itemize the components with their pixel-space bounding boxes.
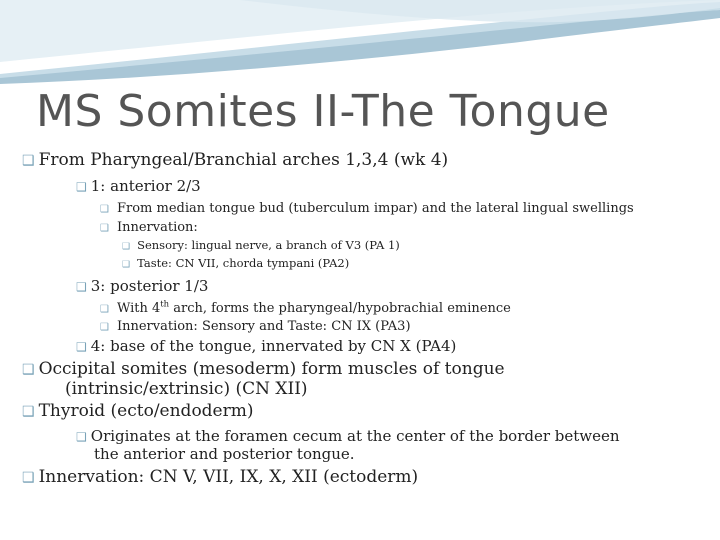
bullet-text: arch, forms the pharyngeal/hypobrachial eminence <box>169 301 511 316</box>
bullet-text: 3: posterior 1/3 <box>90 277 209 295</box>
bullet-marker-icon: ❑ <box>76 340 87 354</box>
bullet-text: From median tongue bud (tuberculum impar) and the lateral lingual swellings <box>116 201 634 216</box>
bullet-text: Thyroid (ecto/endoderm) <box>38 401 254 421</box>
bullet-line-level-1 <box>22 361 505 378</box>
bullet-text: Occipital somites (mesoderm) form muscles of tongue <box>38 359 505 379</box>
bullet-marker-icon: ❑ <box>76 280 87 294</box>
bullet-text: Innervation: CN V, VII, IX, X, XII (ectoderm) <box>38 467 419 487</box>
bullet-line-level-3 <box>100 298 511 316</box>
bullet-line-level-1 <box>22 403 254 420</box>
bullet-line-level-2 <box>76 339 456 354</box>
ordinal-superscript: th <box>160 298 170 309</box>
bullet-text: 4: base of the tongue, innervated by CN X (PA4) <box>90 337 457 355</box>
bullet-marker-icon: ❑ <box>100 322 109 333</box>
bullet-line-continuation <box>94 447 355 462</box>
bullet-marker-icon: ❑ <box>76 180 87 194</box>
bullet-text: Sensory: lingual nerve, a branch of V3 (PA 1) <box>137 238 400 252</box>
bullet-text: With 4 <box>116 301 161 316</box>
bullet-text: the anterior and posterior tongue. <box>94 445 355 463</box>
bullet-line-level-2 <box>76 429 620 444</box>
bullet-line-level-2 <box>76 179 201 194</box>
slide-title: MS Somites II-The Tongue <box>36 86 610 137</box>
bullet-marker-icon: ❑ <box>22 153 35 169</box>
bullet-marker-icon: ❑ <box>76 430 87 444</box>
bullet-line-level-2 <box>76 279 208 294</box>
bullet-marker-icon: ❑ <box>22 362 35 378</box>
bullet-line-level-4 <box>122 258 349 270</box>
bullet-marker-icon: ❑ <box>100 304 109 315</box>
bullet-line-level-3 <box>100 202 634 215</box>
bullet-line-level-1 <box>22 152 448 169</box>
bullet-marker-icon: ❑ <box>100 204 109 215</box>
bullet-marker-icon: ❑ <box>100 223 109 234</box>
bullet-line-level-1 <box>22 469 418 486</box>
header-swoosh-decoration <box>0 0 720 100</box>
bullet-text: (intrinsic/extrinsic) (CN XII) <box>65 379 308 399</box>
bullet-text: From Pharyngeal/Branchial arches 1,3,4 (wk 4) <box>38 150 449 170</box>
bullet-line-level-3 <box>100 221 198 234</box>
bullet-line-level-3 <box>100 320 411 333</box>
bullet-text: 1: anterior 2/3 <box>90 177 201 195</box>
bullet-text: Taste: CN VII, chorda tympani (PA2) <box>137 256 350 270</box>
bullet-marker-icon: ❑ <box>22 470 35 486</box>
bullet-text: Innervation: Sensory and Taste: CN IX (PA3) <box>116 319 411 334</box>
bullet-line-level-4 <box>122 240 400 252</box>
bullet-text: Originates at the foramen cecum at the center of the border between <box>90 427 620 445</box>
bullet-text: Innervation: <box>116 220 198 235</box>
bullet-marker-icon: ❑ <box>122 260 131 270</box>
bullet-marker-icon: ❑ <box>22 404 35 420</box>
bullet-line-continuation <box>65 381 308 398</box>
bullet-marker-icon: ❑ <box>122 242 131 252</box>
